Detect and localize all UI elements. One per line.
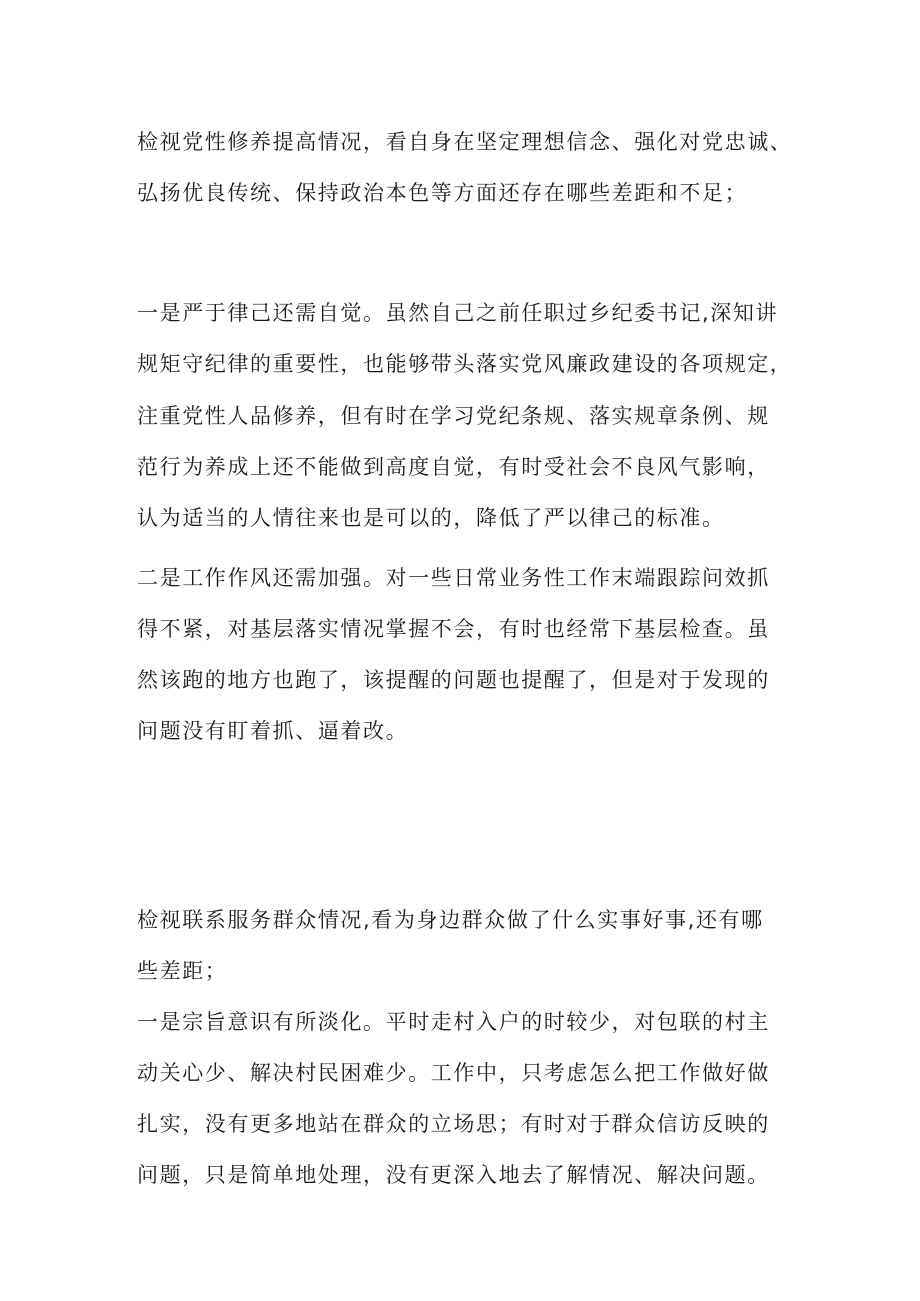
section2-point1-line-3: 扎实，没有更多地站在群众的立场思；有时对于群众信访反映的	[137, 1112, 770, 1136]
section1-point2-line-4: 问题没有盯着抓、逼着改。	[137, 719, 409, 743]
section1-point2-line-2: 得不紧，对基层落实情况掌握不会，有时也经常下基层检查。虽	[137, 617, 770, 641]
section1-point1-line-3: 注重党性人品修养，但有时在学习党纪条规、落实规章条例、规	[137, 404, 770, 428]
section2-point1-line-2: 动关心少、解决村民困难少。工作中，只考虑怎么把工作做好做	[137, 1061, 770, 1085]
section2-point1-line-1: 一是宗旨意识有所淡化。平时走村入户的时较少，对包联的村主	[137, 1010, 770, 1034]
section2-point1-line-4: 问题，只是简单地处理，没有更深入地去了解情况、解决问题。	[137, 1163, 770, 1187]
section1-point2-line-3: 然该跑的地方也跑了，该提醒的问题也提醒了，但是对于发现的	[137, 668, 770, 692]
section1-point1-line-5: 认为适当的人情往来也是可以的，降低了严以律己的标准。	[137, 506, 725, 530]
section1-point1-line-2: 规矩守纪律的重要性，也能够带头落实党风廉政建设的各项规定，	[137, 352, 793, 376]
section1-point1-line-1: 一是严于律己还需自觉。虽然自己之前任职过乡纪委书记,深知讲	[137, 301, 779, 325]
section1-point1-line-4: 范行为养成上还不能做到高度自觉，有时受社会不良风气影响，	[137, 455, 770, 479]
section2-heading-line-1: 检视联系服务群众情况,看为身边群众做了什么实事好事,还有哪	[137, 908, 764, 932]
section1-heading-line-1: 检视党性修养提高情况，看自身在坚定理想信念、强化对党忠诚、	[137, 130, 793, 154]
section1-point2-line-1: 二是工作作风还需加强。对一些日常业务性工作末端跟踪问效抓	[137, 566, 770, 590]
section2-heading-line-2: 些差距；	[137, 959, 228, 983]
section1-heading-line-2: 弘扬优良传统、保持政治本色等方面还存在哪些差距和不足；	[137, 181, 748, 205]
